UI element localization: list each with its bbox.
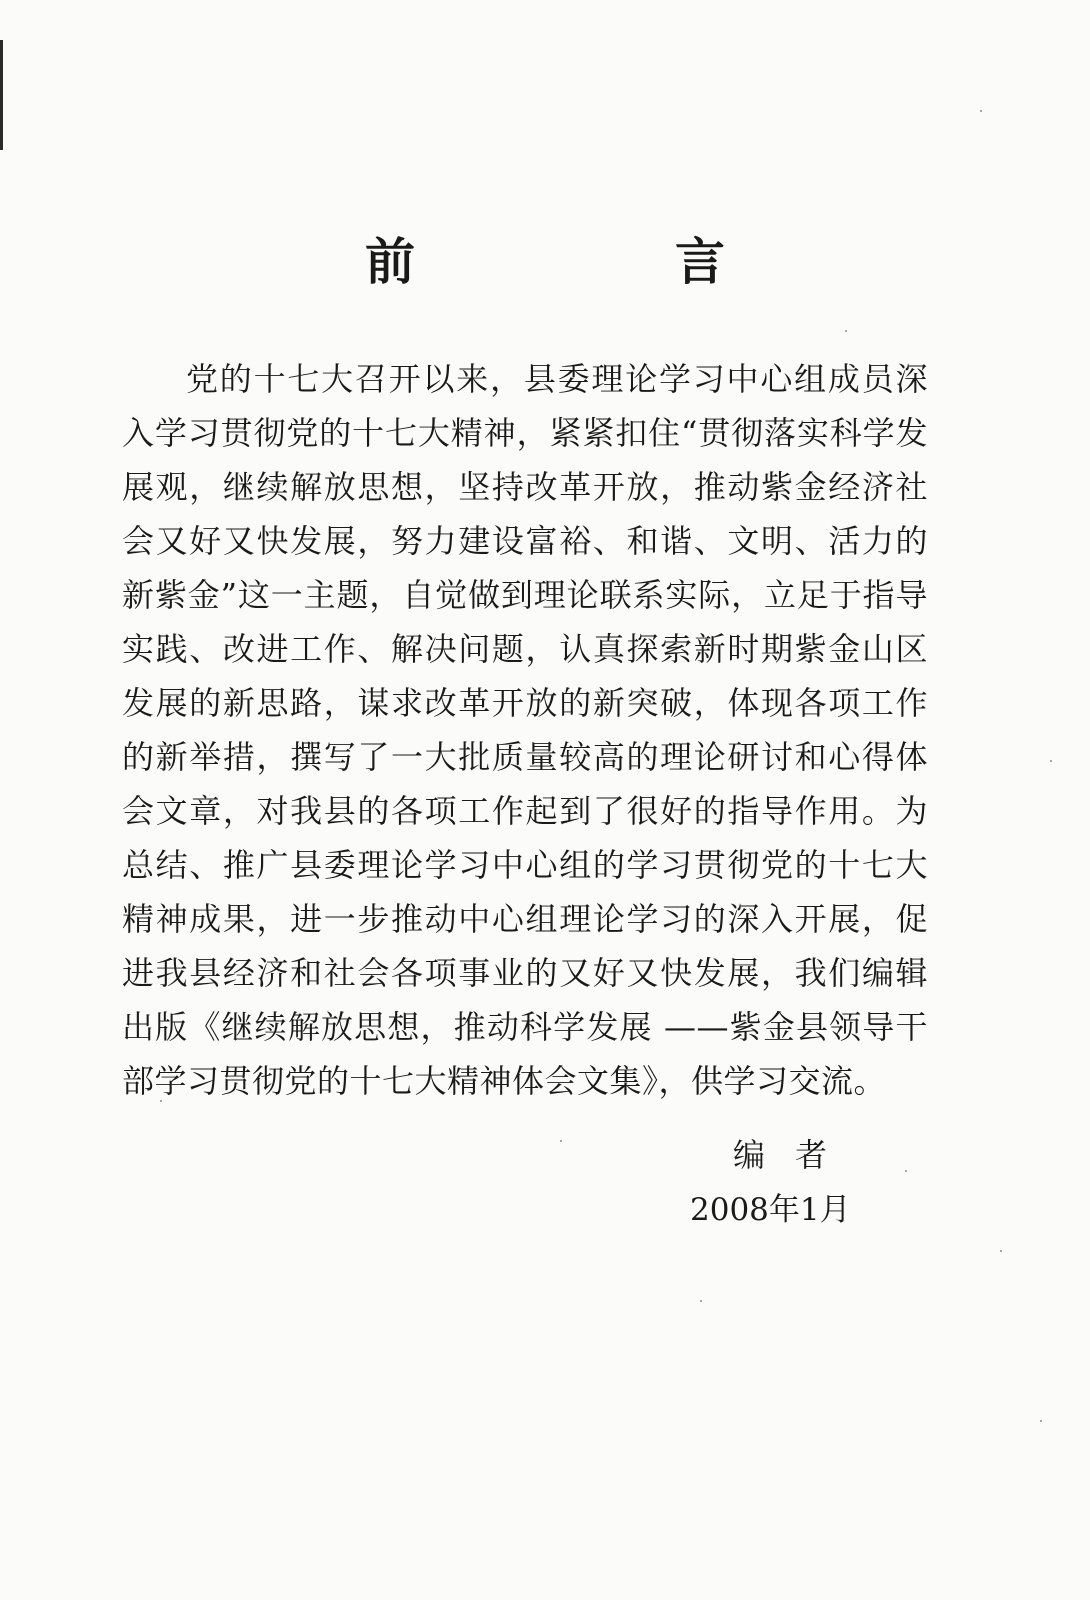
scan-speck: [1000, 1250, 1002, 1252]
scan-speck: [980, 110, 982, 112]
scan-speck: [700, 1300, 702, 1302]
editor-signature: 编者: [732, 1136, 857, 1174]
scan-speck: [905, 1170, 907, 1172]
scan-speck: [1050, 760, 1052, 762]
scan-speck: [560, 1140, 562, 1142]
scan-edge-mark: [0, 40, 3, 150]
preface-body: 党的十七大召开以来，县委理论学习中心组成员深入学习贯彻党的十七大精神，紧紧扣住“贯彻落实科学发展观，继续解放思想，坚持改革开放，推动紫金经济社会又好又快发展，努力建设富裕、和谐、文明、活力的新紫金”这一主题，自觉做到理论联系实际，立足于指导实践、改进工作、解决问题，认真探索新时期紫金山区发展的新思路，谋求改革开放的新突破，体现各项工作的新举措，撰写了一大批质量较高的理论研讨和心得体会文章，对我县的各项工作起到了很好的指导作用。为总结、推广县委理论学习中心组的学习贯彻党的十七大精神成果，进一步推动中心组理论学习的深入开展，促进我县经济和社会各项事业的又好又快发展，我们编辑出版《继续解放思想，推动科学发展 ——紫金县领导干部学习贯彻党的十七大精神体会文集》，供学习交流。: [122, 360, 928, 1100]
publication-date: 2008年1月: [690, 1192, 851, 1228]
page-title: 前 言: [365, 232, 830, 291]
scan-speck: [1040, 1420, 1042, 1422]
scan-speck: [845, 330, 847, 332]
